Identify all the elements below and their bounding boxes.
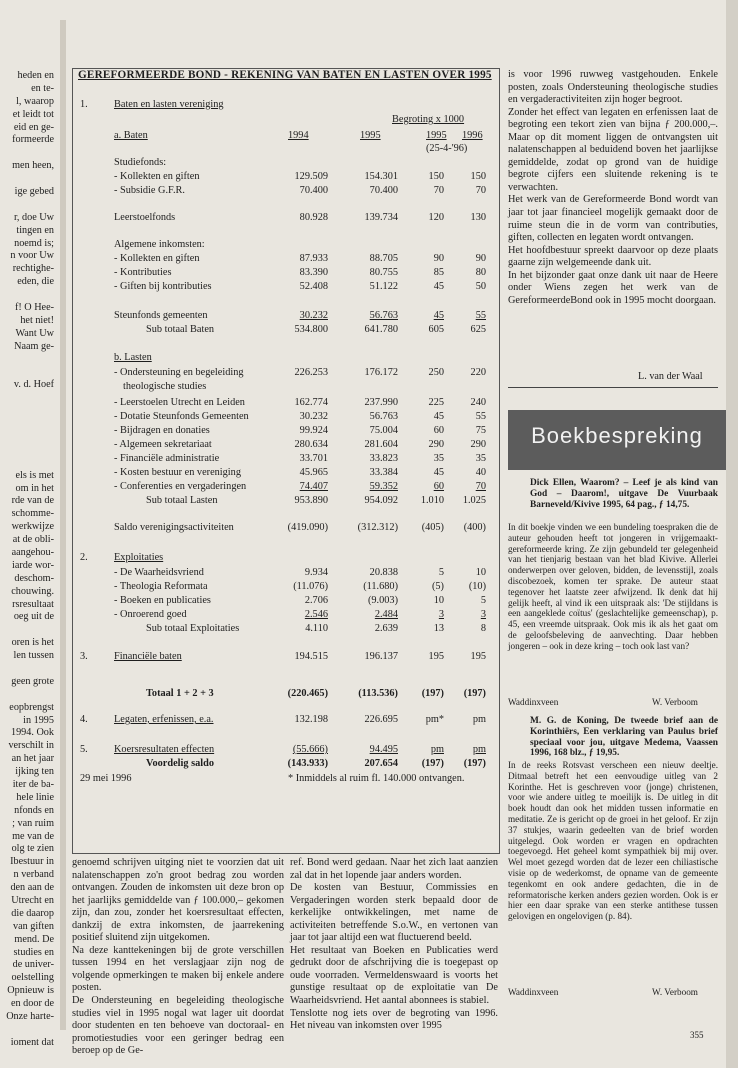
value-1994: 4.110 [305,623,328,634]
fragment-line: eden, die [17,276,54,288]
fragment-line: Onze harte- [6,1011,54,1023]
budget-1996: 220 [470,367,486,378]
fragment-line: ioment dat [10,1036,54,1048]
value-1995: 139.734 [364,212,398,223]
row-label: - Dotatie Steunfonds Gemeenten [114,411,249,422]
fragment-line: ; van ruim [12,817,54,829]
value-1994: 9.934 [304,567,328,578]
value-1995: 70.400 [369,185,398,196]
budget-1995: 35 [433,453,444,464]
column-header-1994: 1994 [288,130,309,141]
row-label: Koersresultaten effecten [114,744,215,755]
fragment-line: het niet! [20,314,54,326]
value-1994: 30.232 [299,310,328,321]
value-1994: (143.933) [287,758,328,769]
value-1994: (419.090) [287,522,328,533]
budget-1995: 250 [428,367,444,378]
budget-1996: 5 [480,595,486,606]
budget-1996: 8 [480,623,486,634]
fragment-line: tingen en [16,224,54,236]
row-label: - De Waarheidsvriend [114,567,204,578]
fragment-line: olg te zien [11,843,54,855]
value-1994: 129.509 [294,171,328,182]
row-label: Studiefonds: [114,157,167,168]
value-1995: 59.352 [369,481,398,492]
budget-1996: 55 [475,411,486,422]
row-label: theologische studies [123,381,207,392]
fragment-line [2,289,54,302]
row-label: Exploitaties [114,552,164,563]
fragment-line: 1994. Ook [10,727,54,739]
fragment-line: Utrecht en [11,895,54,906]
budget-1996: 290 [470,439,486,450]
fragment-line: chouwing. [11,585,54,597]
fragment-line: eopbrengst [9,701,54,713]
fragment-line: hele linie [16,791,54,803]
fragment-line: at de obli- [12,534,54,546]
row-label: - Financiële administratie [114,453,220,464]
budget-1995: 225 [428,397,444,408]
value-1994: 52.408 [299,281,328,292]
budget-1996: 40 [475,467,486,478]
fragment-line [2,354,54,367]
fragment-line: om in het [15,482,54,494]
fragment-line: len tussen [13,650,54,662]
value-1995: 56.763 [369,411,398,422]
budget-1996: 195 [470,651,486,662]
row-label: Sub totaal Lasten [146,495,218,506]
budget-1995: pm [430,744,444,755]
budget-1995: 150 [428,171,444,182]
budget-1996: (197) [463,688,486,699]
budget-1996: 55 [475,310,486,321]
budget-header: Begroting x 1000 [392,114,465,125]
budget-1995: 195 [428,651,444,662]
review-1-place: Waddinxveen [508,697,559,707]
budget-1995: 90 [433,253,444,264]
row-label: - Algemeen sekretariaat [114,439,212,450]
fragment-line: iarde wor- [12,559,54,571]
paragraph: In het bijzonder gaat onze dank uit naar de Heere onder Wiens zegen het werk van de GereformeerdeBond ook in 1995 mocht doorgaan. [508,269,718,306]
fragment-line: Opnieuw is [7,985,54,997]
value-1994: 87.933 [299,253,328,264]
budget-1996: 80 [475,267,486,278]
row-label: - Onroerend goed [114,609,187,620]
article-column-middle [72,857,284,1058]
row-label: Steunfonds gemeenten [114,310,208,321]
budget-date-note: (25-4-'96) [426,143,468,154]
value-1994: 953.890 [294,495,328,506]
fragment-line [2,147,54,160]
fragment-line: v. d. Hoef [13,379,54,391]
value-1995: 954.092 [364,495,398,506]
budget-1996: 3 [480,609,486,620]
fragment-line: verschilt in [8,740,54,752]
paragraph: genoemd schrijven uitging niet te voorzien dat uit nalatenschappen zo'n groot bedrag zou worden ontvangen. Zouden de inkomsten uit deze bron op het jaarlijks gemiddelde van ƒ 100.000,– gekomen zijn, dan zou, zonder het koersresultaat effecten, dankzij de extra inkomsten, de jaarrekening positief sluitend zijn uitgekomen. [72,857,284,944]
fragment-line: in 1995 [23,714,54,726]
budget-1996: 35 [475,453,486,464]
row-label: - Kontributies [114,267,172,278]
fragment-line: me van de [12,830,54,842]
budget-1996: 70 [475,185,486,196]
row-label: Legaten, erfenissen, e.a. [114,714,214,725]
value-1995: 20.838 [369,567,398,578]
budget-1995: 1.010 [420,495,444,506]
paragraph: Het werk van de Gereformeerde Bond wordt van jaar tot jaar financieel mogelijk gemaakt door de ruime steun die in de vorm van contributies, giften, collecten en legaten wordt ontvangen. [508,194,718,244]
budget-1995: 85 [433,267,444,278]
paragraph: ref. Bond werd gedaan. Naar het zich laat aanzien zal dat in het lopende jaar anders worden. [290,857,498,881]
fragment-line: ijking ten [15,766,54,778]
column-header-1995: 1995 [360,130,381,141]
fragment-line: noemd is; [14,237,54,249]
section-banner-title: Boekbespreking [531,423,703,448]
value-1994: 226.253 [294,367,328,378]
fragment-line: r, doe Uw [13,211,54,223]
fragment-line: rsresultaat [12,598,54,610]
fragment-line: die daarop [11,907,54,919]
paragraph: Het hoofdbestuur spreekt daarvoor op deze plaats gaarne zijn welgemeende dank uit. [508,244,718,269]
subsection-title: a. Baten [114,130,148,141]
budget-1995: 45 [433,411,444,422]
fragment-line: n voor Uw [10,250,54,262]
budget-1996: 70 [475,481,486,492]
fragment-line: nfonds en [14,804,54,816]
value-1995: 154.301 [364,171,398,182]
row-label: Totaal 1 + 2 + 3 [146,688,214,699]
fragment-line: ige gebed [14,186,54,198]
table-footnote: * Inmiddels al ruim fl. 140.000 ontvangen. [288,773,465,784]
value-1995: 237.990 [364,397,398,408]
budget-1996: pm [472,714,486,725]
row-label: - Kollekten en giften [114,253,200,264]
fragment-line: geen grote [11,675,54,687]
row-label: - Kosten bestuur en vereniging [114,467,241,478]
article-column-middle-2 [290,857,498,1033]
fragment-line: Want Uw [15,327,54,339]
budget-1995: 10 [433,595,444,606]
fragment-line: oeg uit de [13,611,54,623]
page-gutter [60,20,66,1030]
fragment-line: schomme- [11,508,54,520]
review-2-place: Waddinxveen [508,987,559,997]
value-1995: 226.695 [364,714,398,725]
value-1994: (11.076) [293,581,328,592]
value-1994: 280.634 [294,439,328,450]
budget-1995: 45 [433,467,444,478]
article-column-right [508,69,718,307]
fragment-line: en door de [11,998,54,1010]
row-label: Sub totaal Baten [146,324,215,335]
value-1995: 94.495 [369,744,398,755]
fragment-line: en te- [31,82,54,94]
fragment-line: Ibestuur in [10,856,54,868]
value-1995: (312.312) [357,522,398,533]
value-1994: 99.924 [299,425,328,436]
fragment-line: den aan de [10,882,54,894]
budget-1995: pm* [425,714,444,725]
fragment-line: rde van de [11,495,54,507]
value-1994: 83.390 [299,267,328,278]
column-header-budget-1996: 1996 [462,130,483,141]
section-number: 3. [80,651,88,662]
section-number: 4. [80,714,88,725]
fragment-line [2,444,54,457]
value-1995: 75.004 [369,425,398,436]
value-1994: 30.232 [299,411,328,422]
value-1994: 162.774 [294,397,328,408]
page-number: 355 [690,1030,704,1040]
paragraph: is voor 1996 ruwweg vastgehouden. Enkele posten, zoals Ondersteuning theologische studies en vergaderactiviteiten zijn hoger begroot. [508,69,718,106]
fragment-line: els is met [15,469,54,481]
fragment-line [2,173,54,186]
row-label: - Leerstoelen Utrecht en Leiden [114,397,245,408]
fragment-line: oren is het [11,637,54,649]
fragment-line: et leidt tot [12,108,54,120]
fragment-line: mend. De [14,933,54,945]
value-1994: 2.706 [304,595,328,606]
value-1994: 33.701 [299,453,328,464]
budget-1995: 290 [428,439,444,450]
fragment-line [2,199,54,212]
fragment-line [2,689,54,702]
value-1994: (55.666) [292,744,328,755]
budget-1995: 5 [438,567,444,578]
review-1-body: In dit boekje vinden we een bundeling toespraken die de auteur gehouden heeft tot jongeren in vrijgemaakt-gereformeerde kring. Ze zijn gebundeld ter gelegenheid van het tienjarig bestaan van het blad Kivive. Allerlei onderwerpen over geloven, bidden, de levensstijl, zoals discobezoek, komen ter sprake. De auteur staat tegenover het laatste zeer afwijzend. Ik denk dat hij gelijk heeft, al vind ik een uitspraak als: 'De stijldans is een aangeklede coïtus' (geslachtelijke gemeenschap), p. 45, een vreemde uitspraak. Ook mis ik als het gaat om de geloofsbeleving de aanvechting. Daar hebben jongeren – ook in deze kring – toch ook last van? [508,522,718,651]
section-number: 5. [80,744,88,755]
previous-page-fragment [2,70,54,1050]
section-number: 2. [80,552,88,563]
budget-1996: 240 [470,397,486,408]
review-1-author: W. Verboom [652,697,698,707]
value-1995: 88.705 [369,253,398,264]
budget-1996: 150 [470,171,486,182]
fragment-line: f! O Hee- [14,302,54,314]
value-1995: 33.384 [369,467,398,478]
fragment-line: studies en [13,946,54,958]
budget-1996: (10) [468,581,486,592]
fragment-line: eid en ge- [13,121,54,133]
budget-1995: 13 [433,623,444,634]
budget-1995: (405) [421,522,444,533]
row-label: - Kollekten en giften [114,171,200,182]
budget-1995: 60 [433,425,444,436]
article-signature: L. van der Waal [638,371,703,382]
fragment-line [2,405,54,418]
row-label: - Bijdragen en donaties [114,425,210,436]
paragraph: De kosten van Bestuur, Commissies en Vergaderingen worden sterk bepaald door de kerkelijke ontwikkelingen, met name de activiteiten betreffende S.o.W., en vertonen van jaar tot jaar altijd een wat fluctuerend beeld. [290,882,498,944]
review-2-author: W. Verboom [652,987,698,997]
budget-1995: 45 [433,310,444,321]
value-1995: 51.122 [369,281,398,292]
value-1995: 176.172 [364,367,398,378]
value-1994: 2.546 [304,609,328,620]
budget-1996: 50 [475,281,486,292]
fragment-line: aangehou- [11,546,54,558]
value-1995: 80.755 [369,267,398,278]
value-1994: 132.198 [294,714,328,725]
fragment-line: oelstelling [11,972,54,984]
row-label: Leerstoelfonds [114,212,176,223]
value-1994: 70.400 [299,185,328,196]
fragment-line: iter de ba- [12,778,54,790]
page-edge [726,0,738,1068]
budget-1995: 605 [428,324,444,335]
value-1994: (220.465) [287,688,328,699]
row-label: b. Lasten [114,352,152,363]
budget-1996: 90 [475,253,486,264]
fragment-line: heden en [17,70,54,81]
fragment-line [2,418,54,431]
value-1995: (9.003) [367,595,398,606]
budget-1995: 45 [433,281,444,292]
budget-1996: pm [472,744,486,755]
section-number: 1. [80,99,88,110]
paragraph: Tenslotte nog iets over de begroting van 1996. Het niveau van inkomsten over 1995 [290,1007,498,1032]
paragraph: De Ondersteuning en begeleiding theologische studies viel in 1995 nogal wat lager uit doordat door studenten en ten behoeve van doctoraal- en promotiestudies voor een geringer bedrag een beroep op de Ge- [72,995,284,1057]
budget-1995: 3 [438,609,444,620]
row-label: - Boeken en publicaties [114,595,211,606]
value-1995: 33.823 [369,453,398,464]
fragment-line: men heen, [12,160,54,172]
budget-1995: (197) [421,758,444,769]
budget-1996: 625 [470,324,486,335]
value-1995: 207.654 [364,758,398,769]
value-1994: 80.928 [299,212,328,223]
fragment-line: werkwijze [11,521,54,533]
budget-1996: 75 [475,425,486,436]
fragment-line [2,663,54,676]
row-label: - Conferenties en vergaderingen [114,481,247,492]
table-title: GEREFORMEERDE BOND - REKENING VAN BATEN EN LASTEN OVER 1995 [78,69,492,81]
budget-1995: 120 [428,212,444,223]
value-1994: 74.407 [299,481,328,492]
value-1995: 56.763 [369,310,398,321]
fragment-line: rechtighe- [12,263,54,275]
row-label: Sub totaal Exploitaties [146,623,240,634]
row-label: - Subsidie G.F.R. [114,185,185,196]
value-1995: 2.639 [374,623,398,634]
table-date: 29 mei 1996 [80,773,132,784]
fragment-line: an het jaar [11,753,54,765]
fragment-line: formeerde [12,134,54,146]
fragment-line: van giften [12,920,54,932]
value-1995: 2.484 [374,609,398,620]
paragraph: Het resultaat van Boeken en Publicaties werd gedrukt door de afschrijving die is toegepast op oude voorraden. Vermeldenswaard is voorts het gunstige resultaat op de exploitatie van De Waarheidsvriend. Het aantal abonnees is stabiel. [290,944,498,1007]
review-2-heading: M. G. de Koning, De tweede brief aan de Korinthiërs, Een verklaring van Paulus brief speciaal voor jou, uitgave Medema, Vaassen 1996, 168 blz., ƒ 19,95. [530,716,718,759]
budget-1996: 130 [470,212,486,223]
value-1994: 45.965 [299,467,328,478]
row-label: - Giften bij kontributies [114,281,212,292]
fragment-line [2,1024,54,1037]
row-label: Voordelig saldo [146,758,214,769]
fragment-line [2,457,54,470]
budget-1996: 1.025 [462,495,486,506]
value-1995: 641.780 [364,324,398,335]
row-label: Financiële baten [114,651,182,662]
row-label: - Ondersteuning en begeleiding [114,367,244,378]
column-header-budget-1995: 1995 [426,130,447,141]
budget-1995: 60 [433,481,444,492]
budget-1995: 70 [433,185,444,196]
divider [508,387,718,388]
fragment-line [2,392,54,405]
fragment-line: de univer- [12,959,54,971]
paragraph: Zonder het effect van legaten en erfenissen laat de begroting een tekort zien van bijna ƒ 200.000,–. Maar op dit moment liggen de ontvangsten uit nalatenschappen al beduidend boven het jaarlijkse gemiddelde, zodat op grond van de huidige begrote cijfers een sluitende rekening is te verwachten. [508,106,718,193]
row-label: - Theologia Reformata [114,581,208,592]
budget-1995: (5) [431,581,444,592]
row-label: Algemene inkomsten: [114,239,205,250]
fragment-line: l, waarop [16,95,54,107]
value-1995: 196.137 [364,651,398,662]
budget-1995: (197) [421,688,444,699]
paragraph: Na deze kanttekeningen bij de grote verschillen tussen 1994 en het verslagjaar zijn nog de volgende opmerkingen te maken bij enkele andere posten. [72,944,284,994]
fragment-line [2,431,54,444]
fragment-line: n verband [13,869,54,881]
review-1-heading: Dick Ellen, Waarom? – Leef je als kind van God – Daarom!, uitgave De Vuurbaak Barneveld/Kivive 1995, 64 pag., ƒ 14,75. [530,478,718,510]
fragment-line: deschom- [14,572,54,584]
value-1994: 534.800 [294,324,328,335]
value-1995: (113.536) [358,688,398,699]
fragment-line [2,366,54,379]
budget-1996: (400) [463,522,486,533]
budget-1996: 10 [475,567,486,578]
fragment-line [2,624,54,637]
review-2-body: In de reeks Rotsvast verscheen een nieuw deeltje. Ditmaal betreft het een eenvoudige uitleg van 2 Korinthe. Het is geschreven voor (jonge) christenen, voor wie andere uitleg te moeilijk is. De uitleg in dit boek houdt dan ook het midden tussen informatie en meditatie. Ze is gericht op de groei in het geloof. Er zijn 37 stukjes, waarin gedeelten van de brief worden uitgelegd. Ook worden er vragen en opdrachten toegevoegd. Het geheel komt sympathiek bij mij over. Wel moet gezegd worden dat de lezer een chiliastische visie op de wederkomst, de opname van de gemeente tegenkomt en ook andere gedachten, die in de reformatorische kerken anders gezien worden. Ook is er hier een daar sprake van een sterke antithese tussen gelovigen en ongelovigen (p. 84). [508,760,718,922]
row-label: Saldo verenigingsactiviteiten [114,522,234,533]
value-1994: 194.515 [294,651,328,662]
value-1995: 281.604 [364,439,398,450]
fragment-line: Naam ge- [14,340,54,352]
budget-1996: (197) [463,758,486,769]
section-title: Baten en lasten vereniging [114,99,224,110]
value-1995: (11.680) [363,581,398,592]
